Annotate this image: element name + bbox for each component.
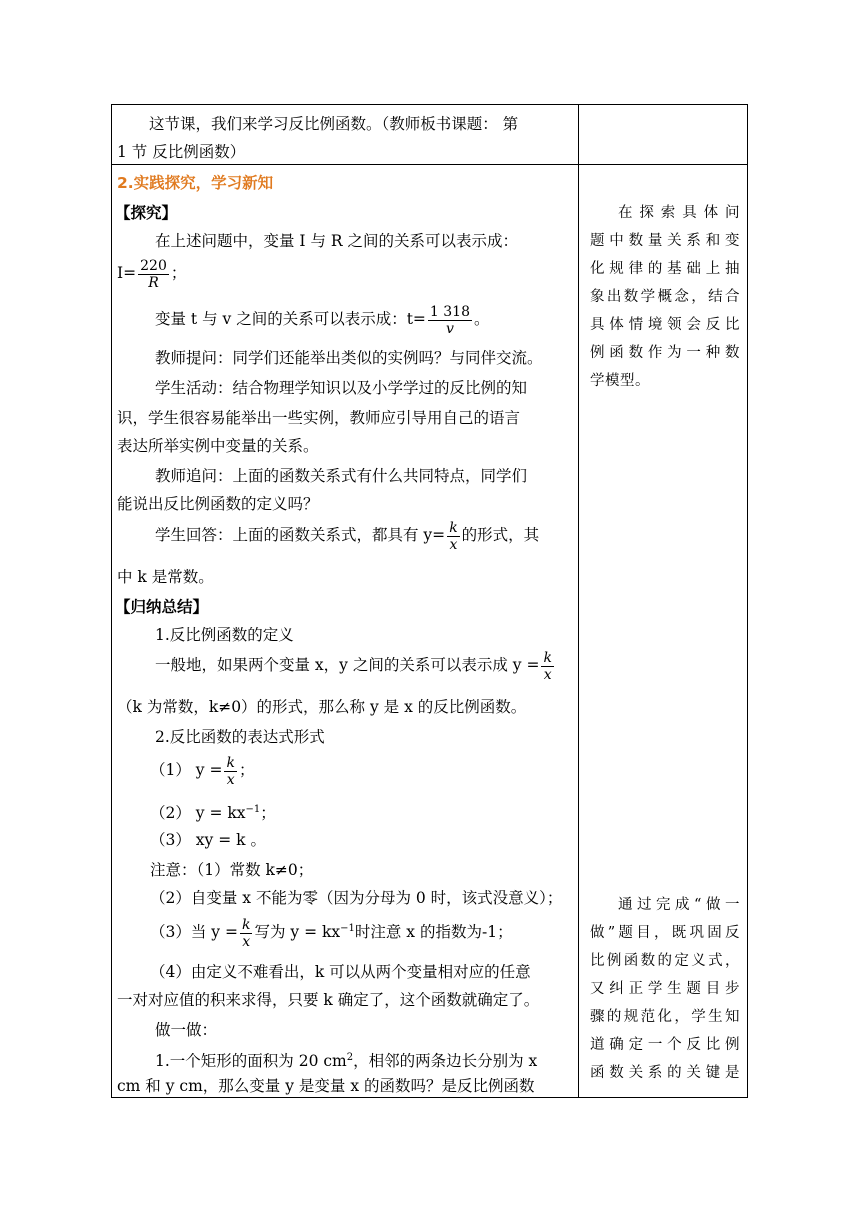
question-1a-text: 1.一个矩形的面积为 20 cm — [155, 1052, 347, 1071]
equation-1-fraction — [138, 258, 169, 291]
paragraph-5a: 教师追问：上面的函数关系式有什么共同特点，同学们 — [155, 467, 528, 485]
summary-tag: 【归纳总结】 — [115, 598, 209, 616]
lesson-plan-table — [111, 104, 748, 1098]
side-note-2-line: 通过完成“做一 — [618, 897, 740, 913]
side-note-1-line: 具体情境领会反比 — [590, 317, 740, 333]
note-3-fraction — [240, 917, 252, 950]
side-note-1 — [590, 199, 740, 395]
form-2-tail: ； — [260, 804, 276, 823]
side-note-2-line: 骤的规范化，学生知 — [590, 1009, 740, 1025]
equation-2 — [155, 299, 490, 339]
form-1-numerator: k — [226, 754, 235, 771]
form-1-prefix: （1） y = — [150, 761, 223, 779]
note-4a: （4）由定义不难看出，k 可以从两个变量相对应的任意 — [150, 963, 531, 981]
note-3-middle: 写为 y = kx — [254, 923, 341, 942]
forms-title: 2.反比函数的表达式形式 — [155, 728, 325, 746]
side-note-2-line: 道确定一个反比例 — [590, 1037, 740, 1053]
intro-line-1: 这节课，我们来学习反比例函数。（教师板书课题： 第 — [149, 115, 519, 133]
equation-2-prefix: 变量 t 与 v 之间的关系可以表示成：t= — [155, 310, 426, 328]
paragraph-4a: 学生活动：结合物理学知识以及小学学过的反比例的知 — [155, 379, 528, 397]
question-1a-suffix: ，相邻的两条边长分别为 x — [353, 1052, 538, 1071]
form-1-fraction — [224, 755, 236, 788]
definition-prefix: 一般地，如果两个变量 x，y 之间的关系可以表示成 y = — [155, 656, 540, 674]
equation-1-lhs: I= — [117, 264, 137, 282]
definition-fraction — [541, 650, 553, 683]
note-title: 注意：（1）常数 k≠0； — [150, 861, 314, 879]
equation-2-tail: 。 — [474, 310, 490, 328]
note-3-numerator: k — [241, 916, 251, 933]
paragraph-6 — [155, 515, 539, 555]
side-note-1-line: 化规律的基础上抽 — [590, 261, 740, 277]
side-note-1-line: 在探索具体问 — [618, 205, 740, 221]
equation-1 — [117, 253, 186, 293]
section-heading: 2.实践探究，学习新知 — [117, 174, 274, 192]
form-1-denominator: x — [226, 771, 235, 788]
side-note-2-line: 比例函数的定义式， — [590, 953, 740, 969]
paragraph-4c: 表达所举实例中变量的关系。 — [117, 437, 319, 455]
paragraph-1: 在上述问题中，变量 I 与 R 之间的关系可以表示成： — [155, 232, 519, 250]
form-1 — [150, 750, 254, 790]
explore-tag: 【探究】 — [115, 204, 178, 222]
note-3-exponent: −1 — [340, 923, 355, 934]
equation-1-tail: ； — [170, 264, 187, 282]
equation-2-denominator: v — [446, 320, 454, 337]
paragraph-6-fraction — [447, 520, 459, 553]
equation-2-numerator: 1 318 — [429, 303, 471, 320]
intro-line-2: 1 节 反比例函数） — [117, 143, 246, 161]
definition-denominator: x — [543, 666, 552, 683]
side-note-2-line: 做”题目，既巩固反 — [590, 925, 740, 941]
equation-1-denominator: R — [148, 274, 159, 291]
form-2 — [150, 800, 276, 823]
paragraph-5b: 能说出反比例函数的定义吗？ — [117, 495, 319, 513]
side-note-2 — [590, 891, 740, 1087]
note-2: （2）自变量 x 不能为零（因为分母为 0 时，该式没意义）； — [150, 889, 563, 907]
note-3-denominator: x — [242, 933, 251, 950]
note-3-suffix: 时注意 x 的指数为-1； — [354, 923, 513, 942]
side-note-2-line: 又纠正学生题目步 — [590, 981, 740, 997]
note-3-prefix: （3）当 y = — [150, 923, 238, 942]
question-1a-exponent: 2 — [346, 1052, 354, 1063]
side-note-1-line: 学模型。 — [590, 373, 650, 389]
definition-numerator: k — [543, 649, 552, 666]
equation-1-numerator: 220 — [140, 257, 167, 274]
paragraph-3: 教师提问：同学们还能举出类似的实例吗？与同伴交流。 — [155, 349, 543, 367]
form-3: （3） xy = k 。 — [150, 831, 266, 849]
side-note-1-line: 例函数作为一种数 — [590, 345, 740, 361]
paragraph-6-denominator: x — [449, 536, 458, 553]
paragraph-6-suffix: 的形式，其 — [461, 526, 540, 544]
side-note-2-line: 函数关系的关键是 — [590, 1065, 740, 1081]
note-3 — [150, 909, 513, 952]
definition-line-1 — [155, 645, 556, 685]
side-note-1-line: 题中数量关系和变 — [590, 233, 740, 249]
form-2-exponent: −1 — [245, 804, 261, 815]
try-title: 做一做： — [155, 1021, 218, 1039]
form-1-tail: ； — [238, 761, 255, 779]
paragraph-6-numerator: k — [449, 519, 458, 536]
equation-2-fraction — [428, 304, 472, 337]
definition-line-2: （k 为常数，k≠0）的形式，那么称 y 是 x 的反比例函数。 — [117, 698, 527, 716]
form-2-text: （2） y = kx — [150, 804, 246, 823]
side-note-1-line: 象出数学概念，结合 — [590, 289, 740, 305]
row-divider — [112, 164, 747, 165]
question-1b: cm 和 y cm，那么变量 y 是变量 x 的函数吗？是反比例函数 — [117, 1077, 535, 1095]
paragraph-4b: 识，学生很容易能举出一些实例，教师应引导用自己的语言 — [117, 409, 521, 427]
question-1a — [155, 1048, 537, 1071]
paragraph-6-prefix: 学生回答：上面的函数关系式，都具有 y= — [155, 526, 446, 544]
paragraph-6b: 中 k 是常数。 — [117, 568, 214, 586]
definition-title: 1.反比例函数的定义 — [155, 626, 294, 644]
note-4b: 一对对应值的积来求得，只要 k 确定了，这个函数就确定了。 — [117, 991, 540, 1009]
column-divider — [578, 105, 579, 1097]
